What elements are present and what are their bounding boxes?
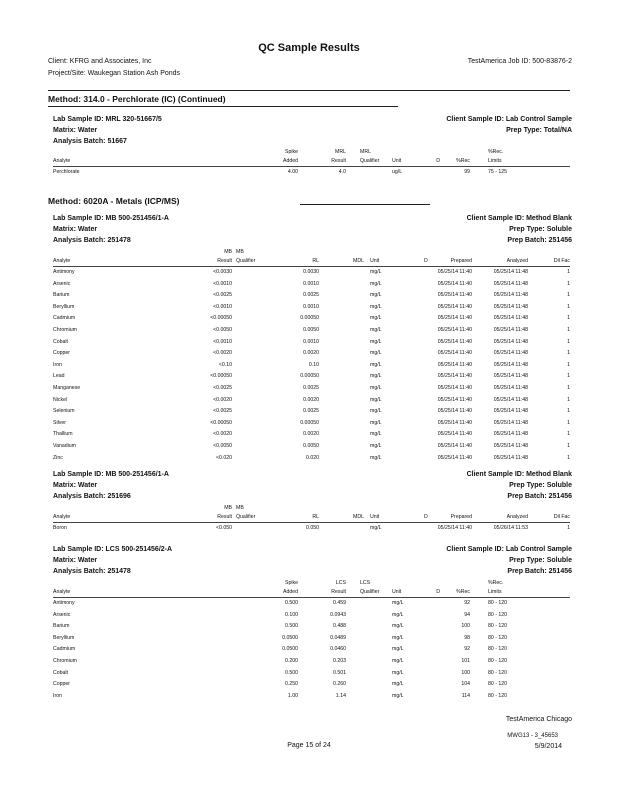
table-row-analyte: Barium — [53, 292, 70, 299]
table-cell: mg/L — [370, 385, 382, 391]
prep-batch: Prep Batch: 251456 — [507, 568, 572, 575]
table-cell: <0.0010 — [213, 280, 232, 287]
table-cell: 0.500 — [285, 623, 298, 630]
table-row-analyte: Chromium — [53, 327, 77, 333]
table-cell: 1 — [567, 280, 570, 287]
lab-name: TestAmerica Chicago — [505, 716, 572, 723]
table-cell: 1 — [567, 327, 570, 333]
table-row-analyte: Zinc — [53, 454, 63, 461]
table-cell: 0.0020 — [303, 396, 319, 403]
table-cell: 0.0020 — [303, 431, 319, 438]
table-cell: 101 — [461, 658, 470, 664]
lab-sample-id: Lab Sample ID: MB 500-251456/1-A — [53, 215, 169, 222]
table-cell: mg/L — [370, 525, 382, 531]
column-header: %Rec — [456, 158, 470, 164]
table-row-analyte: Thallium — [53, 431, 73, 438]
table-cell: 1 — [567, 373, 570, 380]
table-cell: 4.0 — [338, 169, 346, 175]
column-header: %Rec. — [488, 580, 504, 586]
column-header: Result — [331, 589, 346, 595]
table-row-analyte: Beryllium — [53, 634, 75, 641]
column-header: Limits — [488, 158, 502, 164]
table-row-analyte: Perchlorate — [53, 169, 80, 175]
table-row-analyte: Manganese — [53, 385, 81, 391]
table-cell: <0.0025 — [213, 385, 232, 391]
table-cell: 05/25/14 11:40 — [437, 431, 472, 438]
table-cell: <0.0020 — [213, 350, 232, 357]
table-cell: 80 - 120 — [488, 600, 508, 606]
analysis-batch: Analysis Batch: 251478 — [53, 237, 131, 244]
column-header: Analyte — [53, 514, 71, 520]
column-header: MRL — [360, 149, 371, 155]
column-header: LCS — [360, 580, 371, 586]
table-row-analyte: Cadmium — [53, 315, 76, 322]
table-cell: <0.00050 — [210, 419, 232, 426]
table-row-analyte: Cadmium — [53, 646, 76, 653]
table-cell: <0.050 — [215, 525, 232, 531]
table-cell: mg/L — [392, 658, 404, 664]
table-cell: ug/L — [392, 169, 403, 175]
table-cell: 1 — [567, 454, 570, 461]
table-cell: mg/L — [370, 280, 382, 287]
table-row-analyte: Silver — [53, 419, 66, 426]
table-cell: 0.0020 — [303, 350, 319, 357]
column-header: D — [436, 589, 440, 595]
matrix: Matrix: Water — [53, 226, 98, 233]
column-header: Unit — [370, 514, 380, 520]
prep-type: Prep Type: Soluble — [509, 557, 572, 564]
table-cell: mg/L — [370, 408, 382, 415]
table-cell: 05/25/14 11:40 — [437, 269, 472, 275]
table-cell: mg/L — [392, 611, 404, 618]
table-cell: 1 — [567, 525, 570, 531]
divider — [48, 106, 398, 107]
table-header-rule — [53, 597, 570, 598]
table-row-analyte: Beryllium — [53, 303, 75, 310]
table-cell: 0.00050 — [300, 373, 319, 380]
table-cell: 0.0025 — [303, 408, 319, 415]
table-cell: 98 — [464, 634, 470, 641]
table-cell: 0.100 — [285, 611, 298, 618]
table-cell: 80 - 120 — [488, 692, 508, 699]
table-cell: 05/25/14 11:40 — [437, 327, 472, 333]
table-cell: 80 - 120 — [488, 623, 508, 630]
table-cell: 05/25/14 11:48 — [493, 419, 528, 426]
table-cell: mg/L — [370, 396, 382, 403]
column-header: Unit — [392, 158, 402, 164]
table-row-analyte: Antimony — [53, 600, 75, 606]
table-cell: 0.500 — [285, 600, 298, 606]
column-header: Spike — [285, 580, 298, 586]
table-cell: 05/25/14 11:40 — [437, 315, 472, 322]
table-cell: 05/25/14 11:48 — [493, 396, 528, 403]
table-cell: 0.0025 — [303, 385, 319, 391]
table-row-analyte: Nickel — [53, 396, 68, 403]
prep-type: Prep Type: Total/NA — [506, 127, 572, 134]
table-cell: mg/L — [370, 373, 382, 380]
column-header: Qualifier — [360, 589, 380, 595]
lab-sample-id: Lab Sample ID: LCS 500-251456/2-A — [53, 546, 173, 553]
column-header: Dil Fac — [553, 514, 570, 520]
table-cell: 1 — [567, 408, 570, 415]
table-cell: 0.020 — [306, 454, 319, 461]
table-cell: 0.0030 — [303, 269, 319, 275]
table-cell: mg/L — [370, 269, 382, 275]
table-cell: 92 — [464, 600, 470, 606]
table-cell: <0.0020 — [213, 431, 232, 438]
table-cell: 4.00 — [287, 169, 298, 175]
table-cell: 99 — [464, 169, 470, 175]
table-cell: 05/25/14 11:48 — [493, 385, 528, 391]
table-cell: mg/L — [370, 443, 382, 449]
table-cell: 05/25/14 11:40 — [437, 443, 472, 449]
table-cell: 0.501 — [333, 669, 346, 676]
document-code: MWG13 - 3_45653 — [507, 733, 558, 739]
table-row-analyte: Antimony — [53, 269, 75, 275]
lab-sample-id: Lab Sample ID: MB 500-251456/1-A — [53, 471, 169, 478]
table-cell: 05/25/14 11:48 — [493, 280, 528, 287]
method-heading-metals: Method: 6020A - Metals (ICP/MS) — [48, 196, 180, 206]
client-name: Client: KFRG and Associates, Inc — [48, 58, 152, 65]
table-cell: 0.00050 — [300, 315, 319, 322]
table-cell: 75 - 125 — [488, 169, 508, 175]
table-cell: <0.0050 — [213, 443, 232, 449]
column-header: MDL — [353, 258, 364, 264]
prep-batch: Prep Batch: 251456 — [507, 493, 572, 500]
table-cell: 1 — [567, 385, 570, 391]
table-cell: 0.0489 — [330, 634, 346, 641]
table-cell: <0.0010 — [213, 303, 232, 310]
column-header: Spike — [285, 149, 298, 155]
table-cell: 100 — [461, 623, 470, 630]
matrix: Matrix: Water — [53, 557, 98, 564]
table-cell: 05/25/14 11:48 — [493, 292, 528, 299]
job-id: TestAmerica Job ID: 500-83876-2 — [467, 58, 572, 65]
table-header-rule — [53, 522, 570, 523]
table-cell: 05/25/14 11:48 — [493, 338, 528, 345]
table-cell: 80 - 120 — [488, 658, 508, 664]
column-header: RL — [312, 258, 319, 264]
table-cell: 05/25/14 11:40 — [437, 396, 472, 403]
table-cell: 05/25/14 11:48 — [493, 443, 528, 449]
column-header: LCS — [335, 580, 346, 586]
column-header: MB — [224, 505, 232, 511]
table-cell: 80 - 120 — [488, 669, 508, 676]
table-cell: mg/L — [370, 419, 382, 426]
table-cell: 0.050 — [306, 525, 319, 531]
column-header: Unit — [370, 258, 380, 264]
column-header: Result — [217, 258, 232, 264]
table-cell: 05/25/14 11:48 — [493, 361, 528, 368]
table-cell: 0.260 — [333, 681, 346, 688]
table-cell: 0.0050 — [303, 327, 319, 333]
table-cell: 94 — [464, 611, 470, 618]
table-cell: 0.200 — [285, 658, 298, 664]
table-cell: mg/L — [370, 315, 382, 322]
table-cell: 05/25/14 11:40 — [437, 350, 472, 357]
analysis-batch: Analysis Batch: 251696 — [53, 493, 131, 500]
table-cell: mg/L — [392, 669, 404, 676]
table-cell: 05/25/14 11:40 — [437, 419, 472, 426]
table-cell: 92 — [464, 646, 470, 653]
column-header: MB — [224, 249, 232, 255]
column-header: Prepared — [450, 514, 472, 520]
table-cell: <0.0020 — [213, 396, 232, 403]
table-cell: 1 — [567, 269, 570, 275]
column-header: Unit — [392, 589, 402, 595]
table-row-analyte: Copper — [53, 350, 71, 357]
table-cell: mg/L — [392, 681, 404, 688]
prep-batch: Prep Batch: 251456 — [507, 237, 572, 244]
page-title: QC Sample Results — [258, 42, 360, 54]
column-header: Analyzed — [506, 514, 528, 520]
table-cell: <0.020 — [215, 454, 232, 461]
analysis-batch: Analysis Batch: 251478 — [53, 568, 131, 575]
table-cell: 0.0460 — [330, 646, 346, 653]
table-row-analyte: Barium — [53, 623, 70, 630]
table-cell: 1.00 — [287, 692, 298, 699]
table-row-analyte: Cobalt — [53, 338, 68, 345]
column-header: Prepared — [450, 258, 472, 264]
table-cell: 1 — [567, 350, 570, 357]
table-cell: mg/L — [392, 692, 404, 699]
table-cell: <0.0030 — [213, 269, 232, 275]
table-cell: 1 — [567, 338, 570, 345]
method-heading-perchlorate: Method: 314.0 - Perchlorate (IC) (Continued) — [48, 94, 226, 104]
table-cell: 05/25/14 11:48 — [493, 373, 528, 380]
table-cell: <0.10 — [218, 361, 232, 368]
table-cell: mg/L — [392, 634, 404, 641]
client-sample-id: Client Sample ID: Lab Control Sample — [446, 116, 572, 123]
table-cell: 0.0500 — [282, 646, 298, 653]
table-row-analyte: Cobalt — [53, 669, 68, 676]
table-cell: 05/26/14 11:53 — [493, 525, 528, 531]
column-header: Analyte — [53, 258, 71, 264]
table-cell: 0.488 — [333, 623, 346, 630]
table-cell: 05/25/14 11:40 — [437, 408, 472, 415]
table-cell: 0.500 — [285, 669, 298, 676]
column-header: Limits — [488, 589, 502, 595]
table-row-analyte: Copper — [53, 681, 71, 688]
table-cell: 80 - 120 — [488, 634, 508, 641]
column-header: Qualifier — [360, 158, 380, 164]
table-cell: 05/25/14 11:40 — [437, 385, 472, 391]
table-row-analyte: Lead — [53, 373, 65, 380]
table-cell: 05/25/14 11:48 — [493, 327, 528, 333]
table-cell: 05/25/14 11:40 — [437, 338, 472, 345]
table-cell: 0.0010 — [303, 303, 319, 310]
table-cell: 05/25/14 11:48 — [493, 408, 528, 415]
column-header: MDL — [353, 514, 364, 520]
column-header: Analyte — [53, 589, 71, 595]
table-cell: 100 — [461, 669, 470, 676]
table-cell: mg/L — [370, 338, 382, 345]
table-cell: 05/25/14 11:40 — [437, 280, 472, 287]
table-cell: 05/25/14 11:40 — [437, 303, 472, 310]
page-number: Page 15 of 24 — [287, 742, 331, 749]
table-row-analyte: Selenium — [53, 408, 75, 415]
table-cell: 1 — [567, 303, 570, 310]
table-cell: 104 — [461, 681, 470, 688]
table-cell: 05/25/14 11:48 — [493, 350, 528, 357]
table-cell: <0.0025 — [213, 292, 232, 299]
table-cell: 1 — [567, 431, 570, 438]
table-header-rule — [53, 266, 570, 267]
column-header: Qualifier — [236, 514, 256, 520]
table-cell: 1 — [567, 361, 570, 368]
column-header: Result — [217, 514, 232, 520]
table-cell: mg/L — [370, 431, 382, 438]
column-header: MRL — [335, 149, 346, 155]
table-cell: 05/25/14 11:48 — [493, 269, 528, 275]
analysis-batch: Analysis Batch: 51667 — [53, 138, 127, 145]
table-cell: mg/L — [392, 600, 404, 606]
prep-type: Prep Type: Soluble — [509, 482, 572, 489]
client-sample-id: Client Sample ID: Method Blank — [466, 215, 572, 222]
table-cell: mg/L — [392, 623, 404, 630]
table-cell: mg/L — [370, 361, 382, 368]
table-cell: 05/25/14 11:48 — [493, 315, 528, 322]
table-cell: 0.0943 — [330, 611, 346, 618]
table-row-analyte: Arsenic — [53, 280, 71, 287]
column-header: Added — [282, 158, 298, 164]
client-sample-id: Client Sample ID: Lab Control Sample — [446, 546, 572, 553]
table-cell: mg/L — [370, 350, 382, 357]
table-cell: mg/L — [370, 327, 382, 333]
table-cell: <0.0010 — [213, 338, 232, 345]
column-header: Analyzed — [506, 258, 528, 264]
divider — [48, 90, 570, 91]
table-row-analyte: Iron — [53, 692, 62, 699]
table-cell: 1 — [567, 443, 570, 449]
table-cell: <0.0050 — [213, 327, 232, 333]
table-cell: 0.0010 — [303, 338, 319, 345]
table-cell: 0.0500 — [282, 634, 298, 641]
table-cell: 80 - 120 — [488, 681, 508, 688]
column-header: MB — [236, 505, 244, 511]
table-cell: 05/25/14 11:48 — [493, 303, 528, 310]
column-header: D — [424, 258, 428, 264]
divider — [300, 204, 430, 205]
column-header: Result — [331, 158, 346, 164]
column-header: D — [424, 514, 428, 520]
table-cell: mg/L — [370, 454, 382, 461]
table-cell: 80 - 120 — [488, 611, 508, 618]
table-cell: 05/25/14 11:40 — [437, 525, 472, 531]
table-row-analyte: Chromium — [53, 658, 77, 664]
table-cell: 05/25/14 11:48 — [493, 431, 528, 438]
table-cell: 05/25/14 11:40 — [437, 373, 472, 380]
column-header: %Rec. — [488, 149, 504, 155]
table-cell: <0.00050 — [210, 315, 232, 322]
table-row-analyte: Iron — [53, 361, 62, 368]
table-cell: 1 — [567, 315, 570, 322]
column-header: Qualifier — [236, 258, 256, 264]
table-cell: 0.0010 — [303, 280, 319, 287]
table-cell: 0.203 — [333, 658, 346, 664]
column-header: Dil Fac — [553, 258, 570, 264]
table-cell: <0.00050 — [210, 373, 232, 380]
table-cell: 0.0025 — [303, 292, 319, 299]
prep-type: Prep Type: Soluble — [509, 226, 572, 233]
client-sample-id: Client Sample ID: Method Blank — [466, 471, 572, 478]
table-cell: mg/L — [392, 646, 404, 653]
table-row-analyte: Arsenic — [53, 611, 71, 618]
column-header: MB — [236, 249, 244, 255]
table-cell: 0.00050 — [300, 419, 319, 426]
table-cell: mg/L — [370, 303, 382, 310]
table-cell: 05/25/14 11:40 — [437, 292, 472, 299]
matrix: Matrix: Water — [53, 127, 98, 134]
lab-sample-id: Lab Sample ID: MRL 320-51667/5 — [53, 116, 162, 123]
table-cell: 0.10 — [308, 361, 319, 368]
table-cell: 1 — [567, 292, 570, 299]
project-site: Project/Site: Waukegan Station Ash Ponds — [48, 70, 181, 77]
column-header: RL — [312, 514, 319, 520]
table-cell: 0.250 — [285, 681, 298, 688]
column-header: Added — [282, 589, 298, 595]
table-cell: 114 — [461, 692, 470, 699]
column-header: Analyte — [53, 158, 71, 164]
table-cell: 0.459 — [333, 600, 346, 606]
table-cell: 0.0050 — [303, 443, 319, 449]
table-header-rule — [53, 166, 570, 167]
table-cell: 80 - 120 — [488, 646, 508, 653]
table-cell: 05/25/14 11:48 — [493, 454, 528, 461]
table-cell: 1 — [567, 396, 570, 403]
table-cell: 05/25/14 11:40 — [437, 454, 472, 461]
table-cell: mg/L — [370, 292, 382, 299]
matrix: Matrix: Water — [53, 482, 98, 489]
table-cell: 1.14 — [335, 692, 346, 699]
table-row-analyte: Boron — [53, 525, 67, 531]
column-header: D — [436, 158, 440, 164]
document-date: 5/9/2014 — [534, 743, 562, 750]
table-cell: 05/25/14 11:40 — [437, 361, 472, 368]
column-header: %Rec — [456, 589, 470, 595]
table-cell: 1 — [567, 419, 570, 426]
table-cell: <0.0025 — [213, 408, 232, 415]
table-row-analyte: Vanadium — [53, 443, 76, 449]
